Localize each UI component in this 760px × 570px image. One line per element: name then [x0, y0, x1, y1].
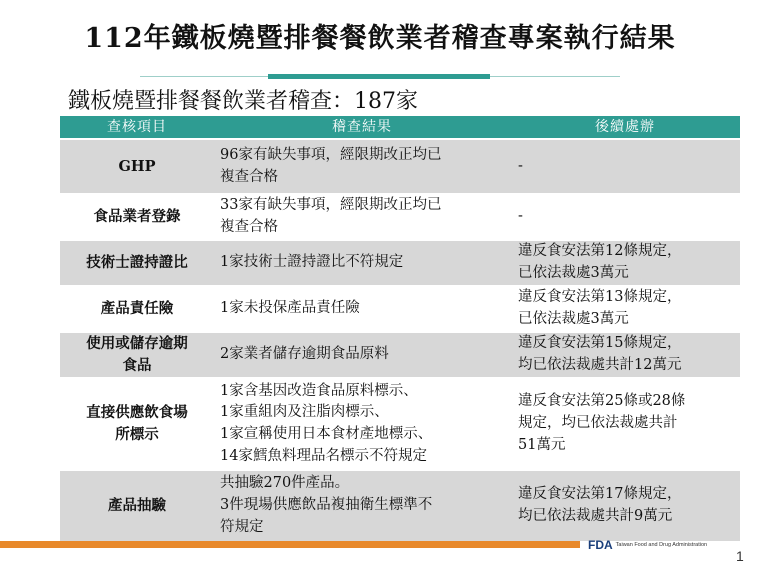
- cell-item: [60, 333, 214, 377]
- title-underline-accent: [268, 74, 490, 79]
- followup-line: 規定，均已依法裁處共計: [518, 415, 678, 432]
- followup-line: 51萬元: [518, 436, 566, 453]
- fda-logo: [588, 536, 707, 554]
- cell-result: [214, 471, 510, 541]
- bottom-accent-bar: [0, 541, 580, 548]
- fda-logo-subtext: Taiwan Food and Drug Administration: [615, 542, 708, 548]
- table-row: [60, 287, 740, 331]
- result-line: 2家業者儲存逾期食品原料: [220, 346, 389, 363]
- result-line: 3件現場供應飲品複抽衛生標準不: [220, 497, 433, 514]
- item-line: 技術士證持證比: [86, 254, 188, 272]
- followup-line: 已依法裁處3萬元: [518, 265, 629, 281]
- result-line: 複查合格: [220, 168, 278, 185]
- followup-line: 均已依法裁處共計9萬元: [518, 508, 673, 524]
- cell-followup: [510, 287, 740, 331]
- page-number: 1: [736, 548, 744, 564]
- cell-followup: [510, 379, 740, 469]
- item-line: 所標示: [115, 426, 159, 443]
- cell-item: [60, 379, 214, 469]
- table-row: [60, 471, 740, 541]
- cell-result: [214, 333, 510, 377]
- followup-line: 均已依法裁處共計12萬元: [518, 357, 682, 373]
- followup-line: 違反食安法第25條或28條: [518, 393, 686, 410]
- result-line: 1家宣稱使用日本食材產地標示、: [220, 426, 433, 442]
- cell-followup: [510, 241, 740, 285]
- header-item: 查核項目: [60, 116, 214, 138]
- followup-line: 違反食安法第13條規定，: [518, 289, 682, 306]
- followup-line: -: [518, 208, 523, 225]
- inspection-result-table: [60, 114, 740, 543]
- result-line: 符規定: [220, 518, 264, 535]
- followup-line: 違反食安法第12條規定，: [518, 243, 682, 260]
- followup-line: 已依法裁處3萬元: [518, 311, 629, 327]
- followup-line: 違反食安法第17條規定，: [518, 486, 682, 503]
- item-line: 直接供應飲食場: [86, 404, 188, 422]
- subtitle: 鐵板燒暨排餐餐飲業者稽查：187家: [68, 89, 418, 114]
- result-line: 1家未投保產品責任險: [220, 300, 360, 317]
- cell-item: [60, 195, 214, 239]
- cell-item: [60, 471, 214, 541]
- followup-line: 違反食安法第15條規定，: [518, 335, 682, 352]
- item-line: 食品: [122, 357, 152, 374]
- cell-result: [214, 140, 510, 193]
- cell-result: [214, 287, 510, 331]
- table-row: [60, 241, 740, 285]
- header-result: 稽查結果: [214, 116, 510, 138]
- result-line: 共抽驗270件產品。: [220, 475, 350, 492]
- cell-result: [214, 379, 510, 469]
- cell-item: [60, 287, 214, 331]
- followup-line: -: [518, 157, 523, 174]
- item-line: 食品業者登錄: [93, 208, 181, 226]
- cell-result: [214, 241, 510, 285]
- fda-logo-mark: FDA: [588, 538, 613, 552]
- cell-result: [214, 195, 510, 239]
- table-header-row: [60, 116, 740, 138]
- item-line: GHP: [118, 157, 156, 175]
- result-line: 1家技術士證持證比不符規定: [220, 254, 404, 271]
- item-line: 使用或儲存逾期: [86, 335, 188, 353]
- cell-followup: [510, 471, 740, 541]
- slide-title: 112年鐵板燒暨排餐餐飲業者稽查專案執行結果: [84, 23, 676, 54]
- header-followup: 後續處辦: [510, 116, 740, 138]
- table-row: [60, 333, 740, 377]
- cell-followup: [510, 195, 740, 239]
- result-line: 1家含基因改造食品原料標示、: [220, 382, 418, 399]
- table-row: [60, 195, 740, 239]
- cell-item: [60, 140, 214, 193]
- table-row: [60, 379, 740, 469]
- result-line: 96家有缺失事項，經限期改正均已: [220, 146, 442, 163]
- result-line: 1家重組肉及注脂肉標示、: [220, 404, 389, 421]
- item-line: 產品抽驗: [108, 497, 166, 515]
- cell-followup: [510, 333, 740, 377]
- table-row: [60, 140, 740, 193]
- result-line: 33家有缺失事項，經限期改正均已: [220, 197, 442, 214]
- result-line: 複查合格: [220, 219, 278, 235]
- cell-item: [60, 241, 214, 285]
- result-line: 14家鱈魚料理品名標示不符規定: [220, 447, 427, 464]
- cell-followup: [510, 140, 740, 193]
- item-line: 產品責任險: [100, 300, 174, 318]
